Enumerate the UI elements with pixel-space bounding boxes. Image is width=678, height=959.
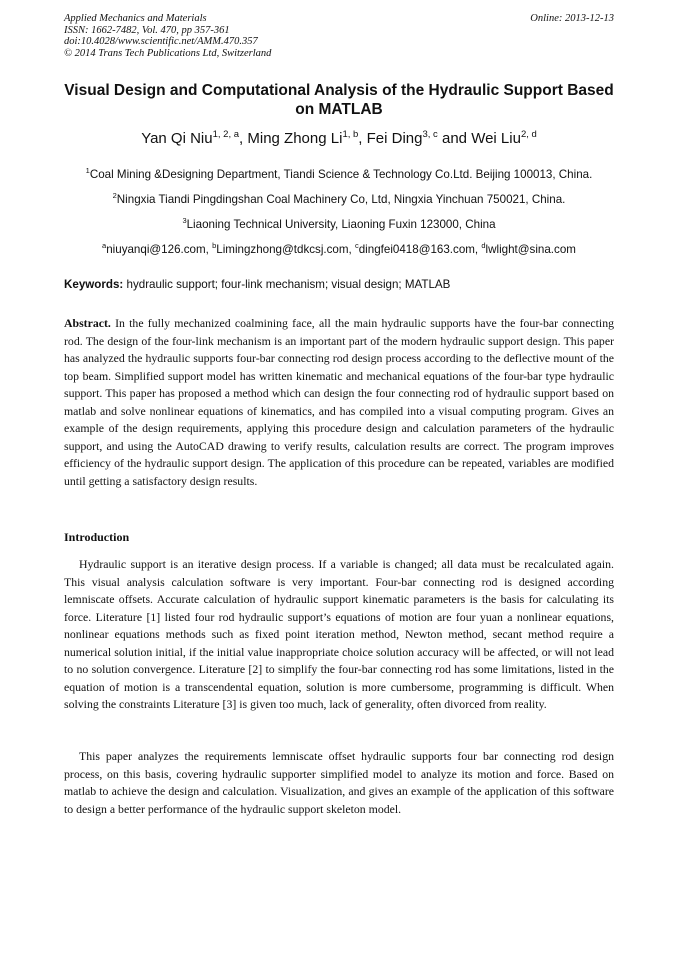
email-address[interactable]: dingfei0418@163.com, bbox=[358, 243, 482, 256]
intro-paragraph-1: Hydraulic support is an iterative design process. If a variable is changed; all data must be recalculated again. This visual analysis calculation software is very important. Four-bar connecting rod is designed according lemniscate offsets. Accurate calculation of hydraulic support kinematic parameters is the basis for calculating its force. Literature [1] listed four rod hydraulic support’s equations of motion are four yuan a nonlinear equations, nonlinear equations methods such as fixed point iteration method, Newton method, secant method require a numerical solution initial, if the initial value inappropriate choice solution accuracy will be affected, or will not lead to no solution convergence. Literature [2] to simplify the four-bar connecting rod has some limitations, listed in the equation of motion is a transcendental equation, solution is more cumbersome, programming is difficult. When solving the constraints Literature [3] is given too much, lack of generality, often divorced from reality. bbox=[64, 557, 614, 711]
abstract bbox=[64, 315, 614, 490]
journal-info bbox=[64, 13, 271, 59]
author-name: Ming Zhong Li bbox=[247, 130, 343, 147]
author-affiliation-mark: 2, d bbox=[520, 129, 537, 140]
email-mark: d bbox=[481, 241, 486, 250]
email-list bbox=[40, 243, 638, 256]
issn: ISSN: 1662-7482, Vol. 470, pp 357-361 bbox=[64, 24, 230, 36]
affiliation-mark: 2 bbox=[112, 191, 117, 200]
journal-name: Applied Mechanics and Materials bbox=[64, 13, 207, 24]
intro-paragraph-2: This paper analyzes the requirements lemniscate offset hydraulic supports four bar connecting rod design process, on this basis, covering hydraulic supporter simplified model to analyze its motion and force. Based on matlab to achieve the design and calculation. Visualization, and gives an example of the application of this software to design a better performance of the hydraulic support skeleton model. bbox=[64, 749, 614, 816]
affiliation-text: Liaoning Technical University, Liaoning Fuxin 123000, China bbox=[186, 218, 496, 231]
email-address[interactable]: lwlight@sina.com bbox=[485, 243, 576, 256]
keywords bbox=[64, 278, 614, 291]
author-name: Fei Ding bbox=[366, 130, 423, 147]
author-name: Wei Liu bbox=[471, 130, 521, 147]
email-address[interactable]: Limingzhong@tdkcsj.com, bbox=[216, 243, 355, 256]
affiliation-text: Ningxia Tiandi Pingdingshan Coal Machinery Co, Ltd, Ningxia Yinchuan 750021, China. bbox=[116, 193, 566, 206]
affiliation-2 bbox=[40, 193, 638, 206]
author-name: Yan Qi Niu bbox=[141, 130, 213, 147]
doi: doi:10.4028/www.scientific.net/AMM.470.357 bbox=[64, 36, 258, 47]
author-list bbox=[64, 130, 614, 147]
author-separator: , bbox=[239, 130, 248, 147]
author-affiliation-mark: 1, b bbox=[342, 129, 359, 140]
keywords-text: hydraulic support; four-link mechanism; visual design; MATLAB bbox=[123, 278, 451, 291]
paper-title: Visual Design and Computational Analysis of the Hydraulic Support Based on MATLAB bbox=[64, 82, 614, 118]
email-mark: b bbox=[212, 241, 217, 250]
online-date: Online: 2013-12-13 bbox=[530, 13, 614, 24]
affiliation-mark: 1 bbox=[85, 166, 90, 175]
abstract-label: Abstract. bbox=[64, 316, 111, 330]
section-heading-introduction: Introduction bbox=[64, 530, 130, 544]
email-mark: a bbox=[102, 241, 107, 250]
email-mark: c bbox=[354, 241, 359, 250]
author-separator: , bbox=[358, 130, 367, 147]
abstract-text: In the fully mechanized coalmining face, all the main hydraulic supports have the four-bar connecting rod. The design of the four-link mechanism is an important part of the modern hydraulic support design. This paper has analyzed the hydraulic supports four-bar connecting rod design process according to the deflective mount of the top beam. Simplified support model has written kinematic and mechanical equations of the four-bar type hydraulic support. This paper has proposed a method which can design the four connecting rod of hydraulic support based on matlab and solve nonlinear equations of kinematics, and has compiled into a visual computing program. Gives an example of the design requirements, applying this procedure design and calculation parameters of the hydraulic support, and using the AutoCAD drawing to verify results, calculation results are correct. The program improves efficiency of the hydraulic support design. The application of this procedure can be repeated, variables are modified until getting a satisfactory design results. bbox=[64, 316, 614, 488]
author-affiliation-mark: 1, 2, a bbox=[212, 129, 240, 140]
affiliation-1 bbox=[40, 168, 638, 181]
keywords-label: Keywords: bbox=[64, 278, 124, 291]
affiliation-mark: 3 bbox=[182, 216, 187, 225]
affiliation-text: Coal Mining &Designing Department, Tiandi Science & Technology Co.Ltd. Beijing 100013, China. bbox=[89, 168, 593, 181]
copyright: © 2014 Trans Tech Publications Ltd, Switzerland bbox=[64, 47, 272, 59]
author-affiliation-mark: 3, c bbox=[422, 129, 438, 140]
affiliation-3 bbox=[40, 218, 638, 231]
email-address[interactable]: niuyanqi@126.com, bbox=[106, 243, 213, 256]
author-separator: and bbox=[437, 130, 472, 147]
